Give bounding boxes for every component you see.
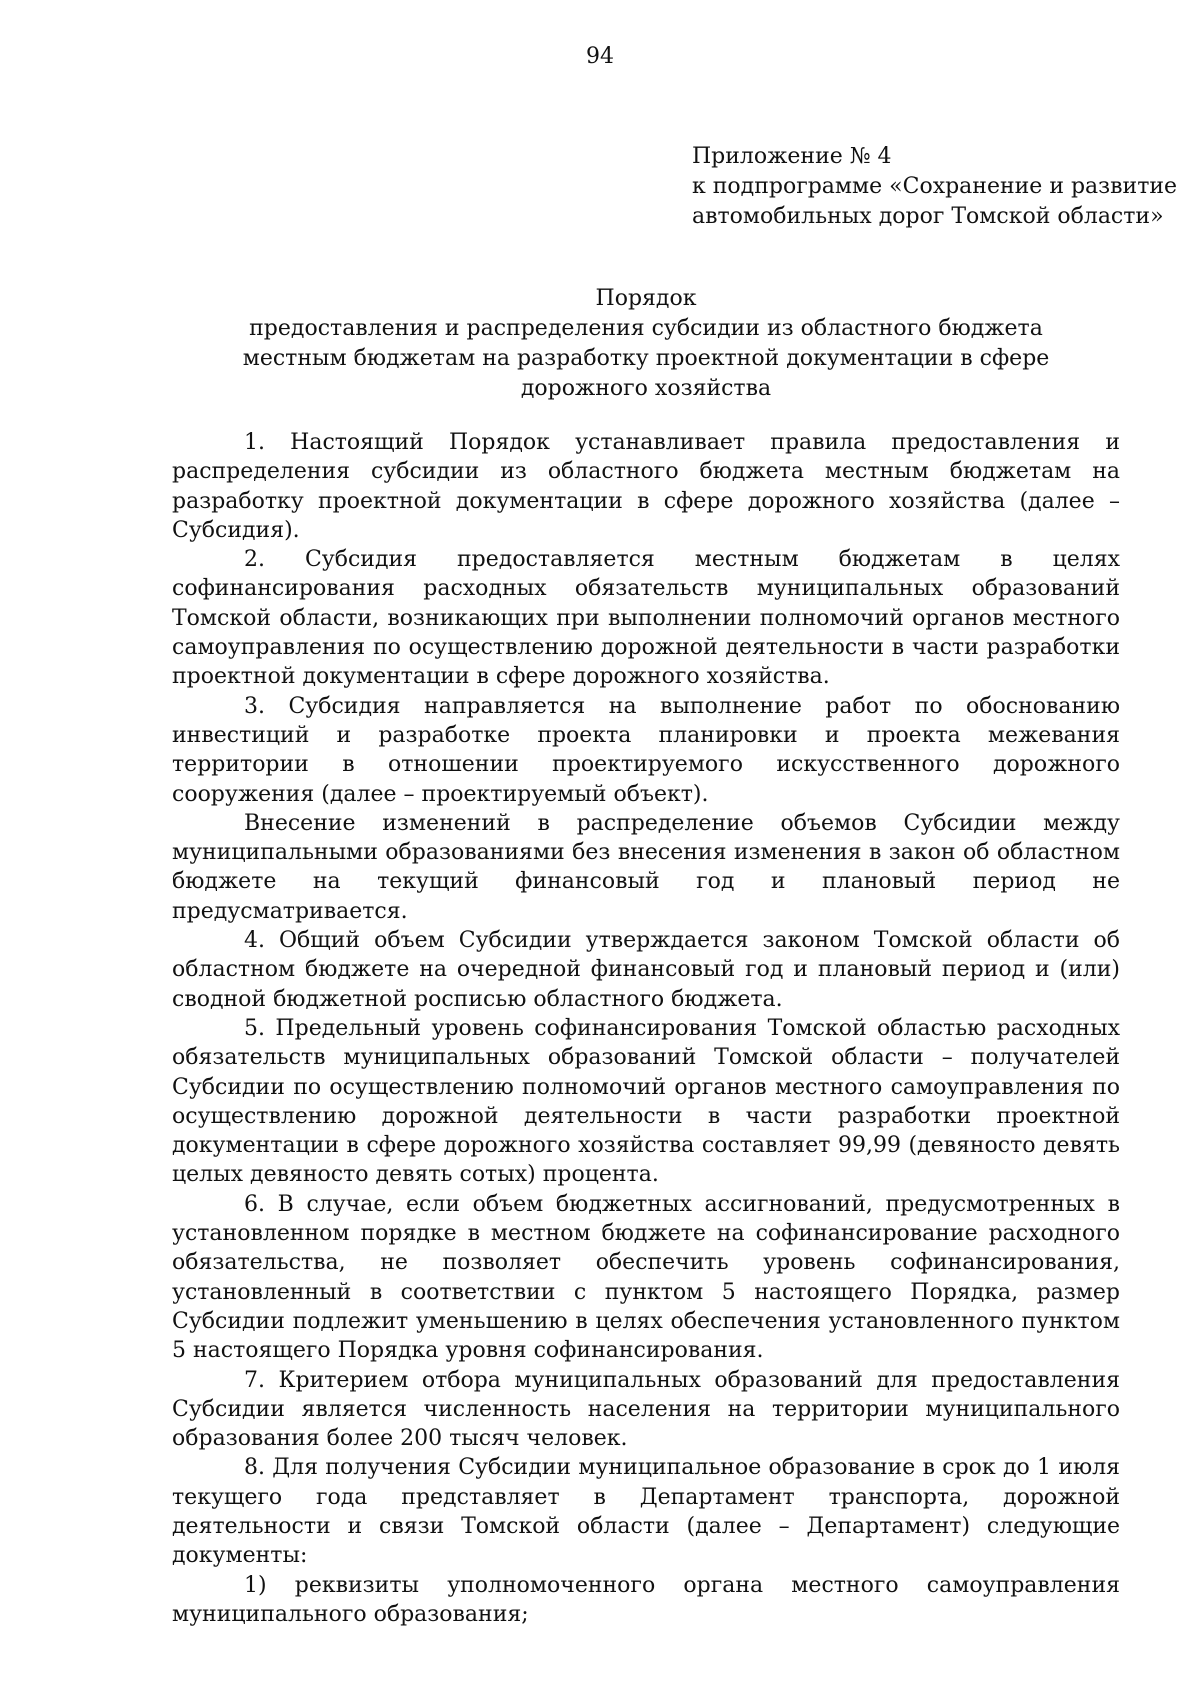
appendix-line-3: автомобильных дорог Томской области» [692,204,1164,229]
title-heading: Порядок [595,286,697,311]
page-number: 94 [586,44,614,69]
title-line-3: дорожного хозяйства [520,376,772,401]
document-body [172,428,1120,1629]
document-title [170,284,1122,404]
appendix-header [692,142,1178,232]
paragraph-1: 1. Настоящий Порядок устанавливает правила предоставления и распределения субсидии из областного бюджета местным бюджетам на разработку проектной документации в сфере дорожного хозяйства (далее – Субсидия). [172,430,1120,543]
title-line-2: местным бюджетам на разработку проектной документации в сфере [242,346,1050,371]
paragraph-5: 5. Предельный уровень софинансирования Томской областью расходных обязательств муниципальных образований Томской области – получателей Субсидии по осуществлению полномочий органов местного самоуправления по осуществлению дорожной деятельности в части разработки проектной документации в сфере дорожного хозяйства составляет 99,99 (девяносто девять целых девяносто девять сотых) процента. [172,1015,1120,1188]
paragraph-7: 7. Критерием отбора муниципальных образований для предоставления Субсидии является численность населения на территории муниципального образования более 200 тысяч человек. [172,1367,1120,1452]
paragraph-3: 3. Субсидия направляется на выполнение работ по обоснованию инвестиций и разработке проекта планировки и проекта межевания территории в отношении проектируемого искусственного дорожного сооружения (далее – проектируемый объект). [172,693,1120,807]
appendix-line-2: к подпрограмме «Сохранение и развитие [692,174,1178,199]
paragraph-2: 2. Субсидия предоставляется местным бюджетам в целях софинансирования расходных обязательств муниципальных образований Томской области, возникающих при выполнении полномочий органов местного самоуправления по осуществлению дорожной деятельности в части разработки проектной документации в сфере дорожного хозяйства. [172,547,1120,690]
paragraph-3-note: Внесение изменений в распределение объемов Субсидии между муниципальными образованиями без внесения изменения в закон об областном бюджете на текущий финансовый год и плановый период не предусматривается. [172,810,1120,924]
paragraph-4: 4. Общий объем Субсидии утверждается законом Томской области об областном бюджете на очередной финансовый год и плановый период и (или) сводной бюджетной росписью областного бюджета. [172,928,1120,1012]
paragraph-6: 6. В случае, если объем бюджетных ассигнований, предусмотренных в установленном порядке в местном бюджете на софинансирование расходного обязательства, не позволяет обеспечить уровень софинансирования, установленный в соответствии с пунктом 5 настоящего Порядка, размер Субсидии подлежит уменьшению в целях обеспечения установленного пунктом 5 настоящего Порядка уровня софинансирования. [172,1191,1120,1364]
title-line-1: предоставления и распределения субсидии из областного бюджета [249,316,1043,341]
paragraph-8: 8. Для получения Субсидии муниципальное образование в срок до 1 июля текущего года представляет в Департамент транспорта, дорожной деятельности и связи Томской области (далее – Департамент) следующие документы: [172,1455,1120,1569]
appendix-line-1: Приложение № 4 [692,144,892,169]
paragraph-8-item-1: 1) реквизиты уполномоченного органа местного самоуправления муниципального образования; [172,1572,1120,1627]
